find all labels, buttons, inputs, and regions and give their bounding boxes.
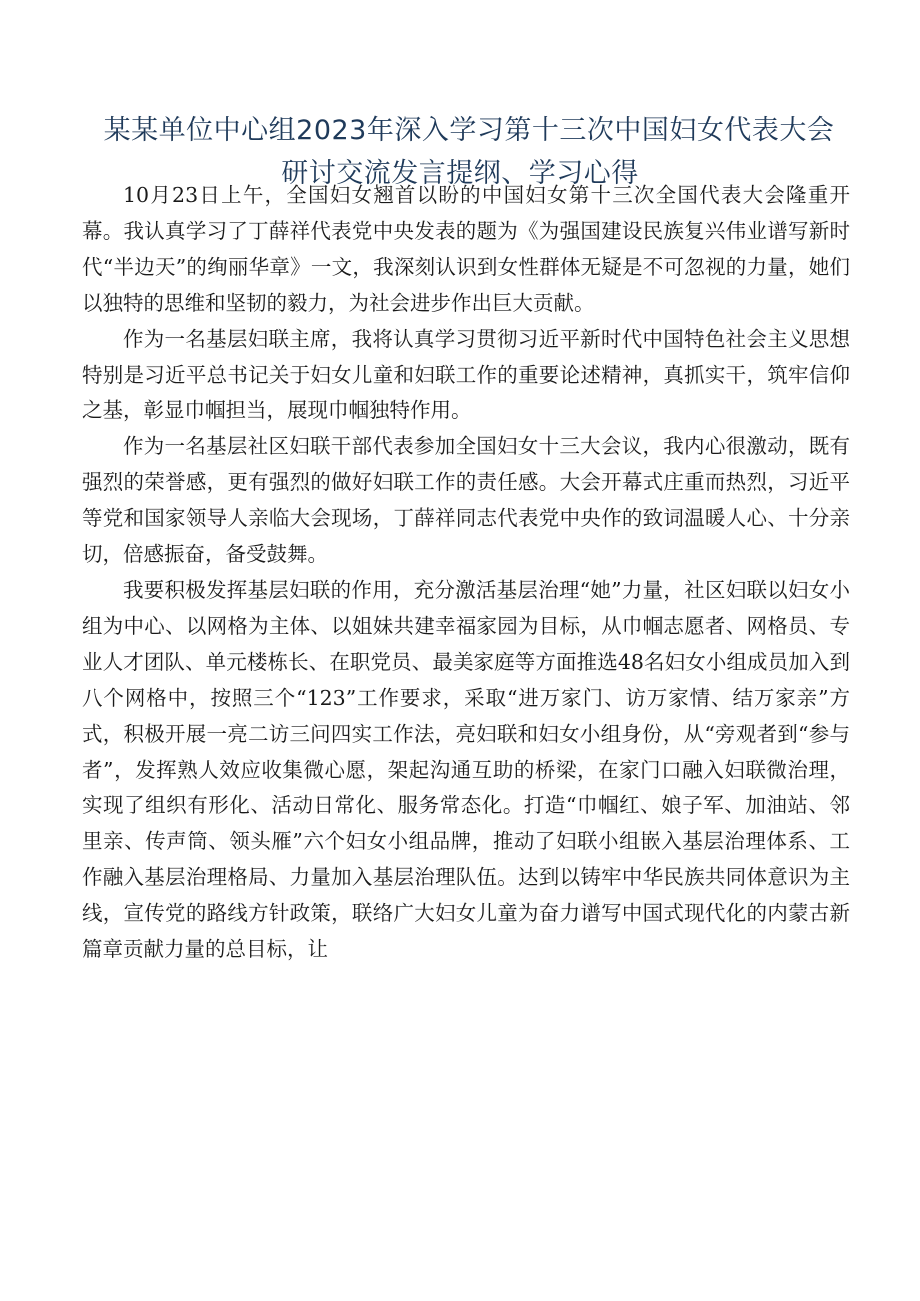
document-title-line-2: 研讨交流发言提纲、学习心得 <box>281 158 639 189</box>
paragraph-4: 我要积极发挥基层妇联的作用，充分激活基层治理“她”力量，社区妇联以妇女小组为中心、以网格为主体、以姐妹共建幸福家园为目标，从巾帼志愿者、网格员、专业人才团队、单元楼栋长、在职党员、最美家庭等方面推选48名妇女小组成员加入到八个网格中，按照三个“123”工作要求，采取“进万家门、访万家情、结万家亲”方式，积极开展一亮二访三问四实工作法，亮妇联和妇女小组身份，从“旁观者到“参与者”，发挥熟人效应收集微心愿，架起沟通互助的桥梁，在家门口融入妇联微治理，实现了组织有形化、活动日常化、服务常态化。打造“巾帼红、娘子军、加油站、邻里亲、传声筒、领头雁”六个妇女小组品牌，推动了妇联小组嵌入基层治理体系、工作融入基层治理格局、力量加入基层治理队伍。达到以铸牢中华民族共同体意识为主线，宣传党的路线方针政策，联络广大妇女儿童为奋力谱写中国式现代化的内蒙古新篇章贡献力量的总目标，让 <box>82 577 850 962</box>
document-title-line-1: 某某单位中心组2023年深入学习第十三次中国妇女代表大会 <box>103 115 835 146</box>
paragraph-1: 10月23日上午，全国妇女翘首以盼的中国妇女第十三次全国代表大会隆重开幕。我认真学习了丁薛祥代表党中央发表的题为《为强国建设民族复兴伟业谱写新时代“半边天”的绚丽华章》一文，我深刻认识到女性群体无疑是不可忽视的力量，她们以独特的思维和坚韧的毅力，为社会进步作出巨大贡献。 <box>82 183 850 315</box>
paragraph-3: 作为一名基层社区妇联干部代表参加全国妇女十三大会议，我内心很激动，既有强烈的荣誉感，更有强烈的做好妇联工作的责任感。大会开幕式庄重而热烈，习近平等党和国家领导人亲临大会现场，丁薛祥同志代表党中央作的致词温暖人心、十分亲切，倍感振奋，备受鼓舞。 <box>82 434 850 567</box>
document-body <box>82 178 850 968</box>
paragraph-2: 作为一名基层妇联主席，我将认真学习贯彻习近平新时代中国特色社会主义思想特别是习近平总书记关于妇女儿童和妇联工作的重要论述精神，真抓实干，筑牢信仰之基，彰显巾帼担当，展现巾帼独特作用。 <box>82 326 850 423</box>
